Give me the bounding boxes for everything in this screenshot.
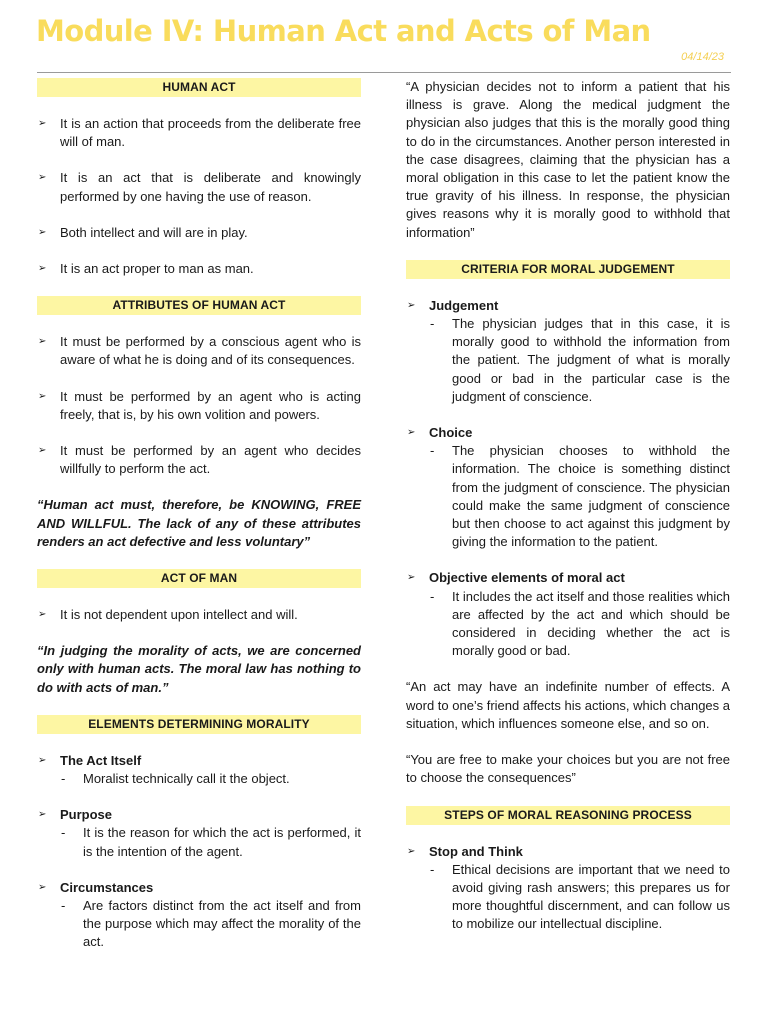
- dash-bullet: -: [61, 825, 66, 841]
- arrow-bullet-icon: ➢: [38, 809, 47, 821]
- list-item: ➢ Circumstances - Are factors distinct from the act itself and from the purpose which may affect the morality of the act.: [37, 879, 361, 952]
- header-divider: [37, 72, 731, 73]
- list-item: ➢ Judgement - The physician judges that in this case, it is morally good to withhold the information from the patient. The judgment of what is morally good or bad in the particular case is the judgment of conscience.: [406, 297, 730, 406]
- arrow-bullet-icon: ➢: [38, 390, 47, 402]
- list-item: ➢ Purpose - It is the reason for which the act is performed, it is the intention of the agent.: [37, 806, 361, 861]
- item-title: Purpose: [60, 807, 113, 823]
- section-heading-criteria: CRITERIA FOR MORAL JUDGEMENT: [406, 260, 730, 279]
- right-column: [406, 78, 730, 952]
- arrow-bullet-icon: ➢: [38, 172, 47, 184]
- arrow-bullet-icon: ➢: [407, 427, 416, 439]
- date-label: 04/14/23: [681, 51, 724, 63]
- list-item: ➢ It is an act that is deliberate and knowingly performed by one having the use of reason.: [37, 169, 361, 205]
- list-item: ➢ It is an action that proceeds from the deliberate free will of man.: [37, 115, 361, 151]
- list-item: ➢ Objective elements of moral act - It includes the act itself and those realities which are affected by the act and which should be considered in deciding whether the act is morally good or bad.: [406, 569, 730, 660]
- list-item: ➢ Choice - The physician chooses to withhold the information. The choice is something distinct from the judgment of conscience. The physician could make the same judgment of conscience but then choose to act against this judgment by giving the information to the patient.: [406, 424, 730, 551]
- act-of-man-quote: “In judging the morality of acts, we are concerned only with human acts. The moral law has nothing to do with acts of man.”: [37, 643, 361, 695]
- list-item: ➢ It must be performed by an agent who decides willfully to perform the act.: [37, 442, 361, 478]
- arrow-bullet-icon: ➢: [407, 845, 416, 857]
- left-column: [37, 78, 361, 970]
- dash-bullet: -: [430, 316, 435, 332]
- list-item: ➢ It must be performed by an agent who is acting freely, that is, by his own volition and powers.: [37, 388, 361, 424]
- item-title: Choice: [429, 425, 473, 441]
- item-title: The Act Itself: [60, 752, 142, 768]
- page-title: Module IV: Human Act and Acts of Man: [36, 14, 651, 48]
- physician-quote: “A physician decides not to inform a patient that his illness is grave. Along the medical judgment the physician also judges that this is the morally good thing to do in the circumstances. Another person interested in the case disagrees, claiming that the physician has a moral obligation in this case to let the patient know the true gravity of his illness. In response, the physician gives reasons why it is morally good to withhold that information”: [406, 79, 730, 240]
- dash-bullet: -: [61, 898, 66, 914]
- dash-bullet: -: [430, 861, 435, 877]
- section-heading-elements: ELEMENTS DETERMINING MORALITY: [37, 715, 361, 734]
- item-title: Stop and Think: [429, 843, 523, 859]
- attributes-quote: “Human act must, therefore, be KNOWING, FREE AND WILLFUL. The lack of any of these attributes renders an act defective and less voluntary”: [37, 497, 361, 549]
- arrow-bullet-icon: ➢: [38, 226, 47, 238]
- arrow-bullet-icon: ➢: [38, 881, 47, 893]
- arrow-bullet-icon: ➢: [38, 336, 47, 348]
- section-heading-human-act: HUMAN ACT: [37, 78, 361, 97]
- arrow-bullet-icon: ➢: [38, 263, 47, 275]
- list-item: ➢ It is an act proper to man as man.: [37, 260, 361, 278]
- list-item: ➢ The Act Itself - Moralist technically call it the object.: [37, 752, 361, 788]
- section-heading-act-of-man: ACT OF MAN: [37, 569, 361, 588]
- list-item: ➢ It is not dependent upon intellect and will.: [37, 606, 361, 624]
- arrow-bullet-icon: ➢: [407, 572, 416, 584]
- arrow-bullet-icon: ➢: [38, 609, 47, 621]
- list-item: ➢ Stop and Think - Ethical decisions are important that we need to avoid giving rash answers; this prepares us for more thoughtful discernment, and can follow us to mobilize our intellectual discipline.: [406, 843, 730, 934]
- effects-quote: “An act may have an indefinite number of effects. A word to one’s friend affects his actions, which changes a situation, which influences someone else, and so on.: [406, 679, 730, 731]
- section-heading-attributes: ATTRIBUTES OF HUMAN ACT: [37, 296, 361, 315]
- dash-bullet: -: [61, 771, 66, 787]
- arrow-bullet-icon: ➢: [38, 754, 47, 766]
- dash-bullet: -: [430, 588, 435, 604]
- list-item: ➢ Both intellect and will are in play.: [37, 224, 361, 242]
- item-title: Judgement: [429, 297, 499, 313]
- consequences-quote: “You are free to make your choices but you are not free to choose the consequences”: [406, 752, 730, 786]
- item-title: Objective elements of moral act: [429, 570, 625, 586]
- section-heading-steps: STEPS OF MORAL REASONING PROCESS: [406, 806, 730, 825]
- dash-bullet: -: [430, 443, 435, 459]
- arrow-bullet-icon: ➢: [407, 299, 416, 311]
- arrow-bullet-icon: ➢: [38, 445, 47, 457]
- item-title: Circumstances: [60, 879, 154, 895]
- list-item: ➢ It must be performed by a conscious agent who is aware of what he is doing and of its consequences.: [37, 333, 361, 369]
- arrow-bullet-icon: ➢: [38, 118, 47, 129]
